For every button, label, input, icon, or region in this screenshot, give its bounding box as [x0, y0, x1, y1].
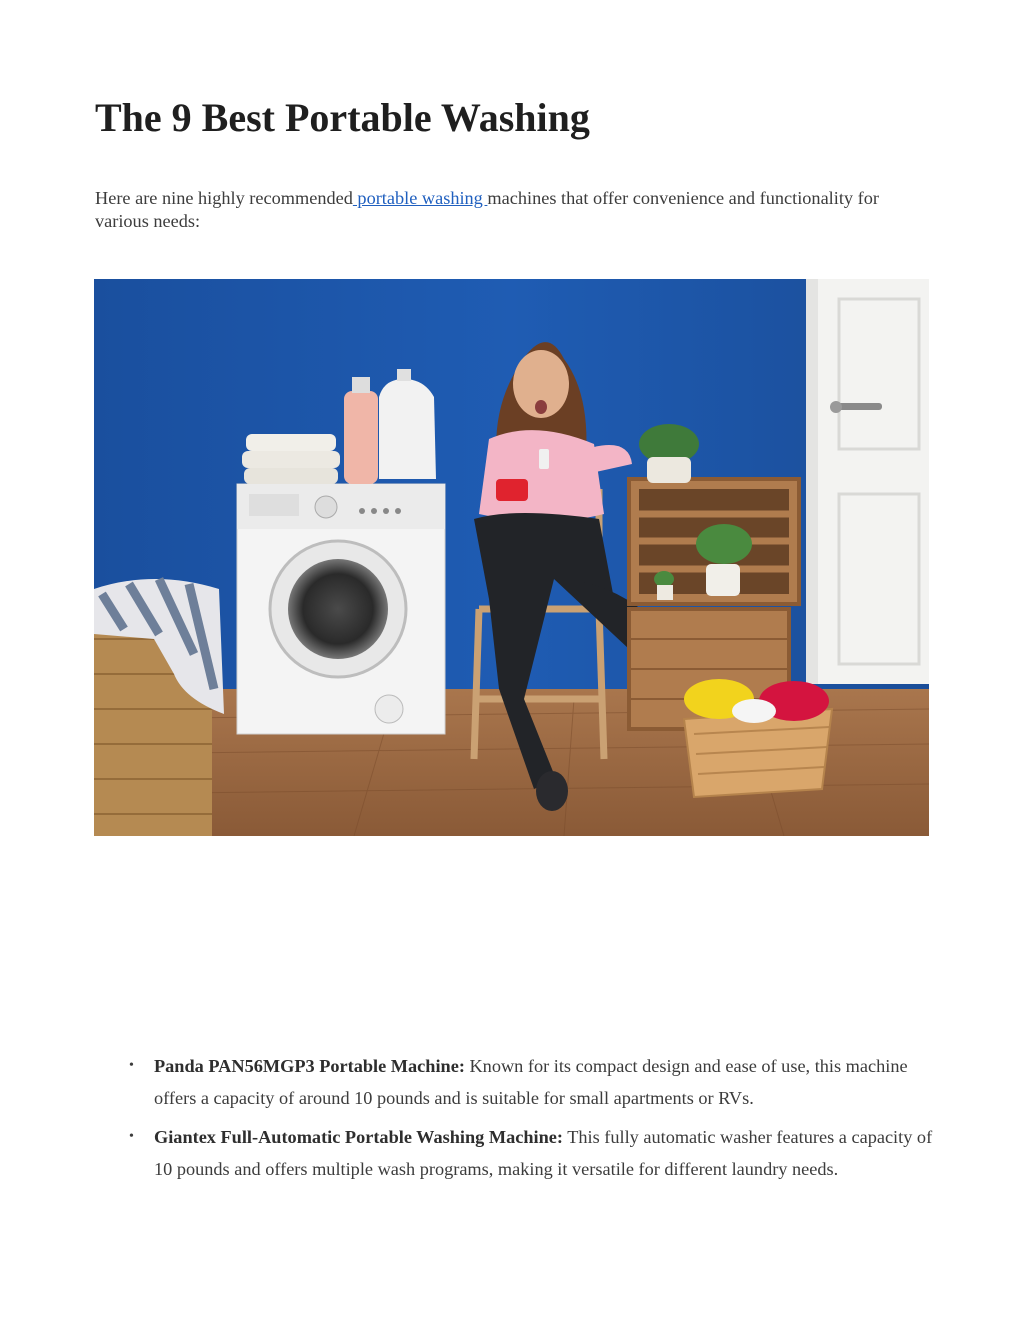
page-title: The 9 Best Portable Washing — [95, 95, 590, 140]
detergent-bottles — [344, 369, 436, 484]
machine-list — [129, 1050, 934, 1192]
wicker-hamper — [94, 579, 224, 836]
bullet-marker: • — [129, 1058, 134, 1073]
intro-paragraph — [95, 187, 935, 233]
list-item — [129, 1121, 934, 1185]
intro-text-before: Here are nine highly recommended — [95, 188, 353, 208]
item-name: Panda PAN56MGP3 Portable Machine: — [154, 1056, 465, 1076]
item-description: This fully automatic washer features a capacity of 10 pounds and offers multiple wash programs, making it versatile for different laundry needs. — [154, 1127, 933, 1179]
item-description: Known for its compact design and ease of use, this machine offers a capacity of around 10 pounds and is suitable for small apartments or RVs. — [154, 1056, 908, 1108]
door — [806, 279, 929, 684]
portable-washing-link[interactable]: portable washing — [352, 188, 488, 208]
hero-photo — [94, 279, 929, 836]
washing-machine — [237, 484, 445, 734]
list-item — [129, 1050, 934, 1114]
folded-towels — [242, 434, 340, 484]
bullet-marker: • — [129, 1129, 134, 1144]
item-name: Giantex Full-Automatic Portable Washing Machine: — [154, 1127, 563, 1147]
intro-text-after: machines that offer convenience and functionality for various needs: — [95, 188, 879, 231]
